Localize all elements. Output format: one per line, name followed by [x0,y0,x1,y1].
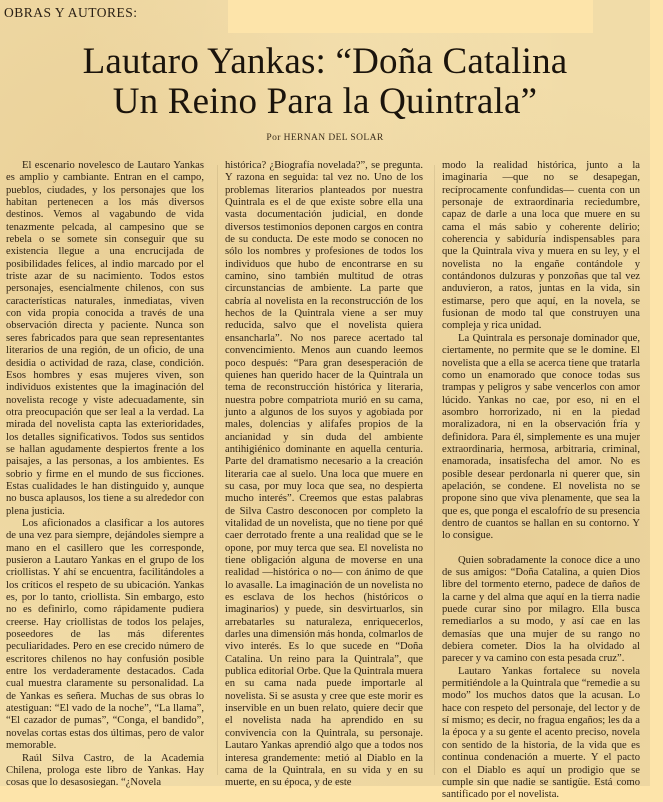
article-column-1 [6,160,204,790]
paragraph: Quien sobradamente la conoce dice a uno de sus amigos: “Doña Catalina, a quien Dios libre del tormento eterno, padece de daños de la carne y del alma que aquí en la tierra nadie puede curar sino por milagro. Ella busca remediarlos a su modo, y así cae en las demasías que una mujer de su rango no debiera cometer. Dios la ha olvidado al parecer y va camino con esta pesada cruz”. [442,554,640,665]
paragraph: El escenario novelesco de Lautaro Yankas es amplio y cambiante. Entran en el campo, pueblos, ciudades, y los personajes que los habitan pertenecen a los más diversos destinos. Vemos al vagabundo de vida tenazmente pelcada, al campesino que se rebela o se somete sin conseguir que su existencia llegue a una encrucijada de posibilidades felices, al indio marcado por el triste azar de su nacimiento. Todos estos personajes, esencialmente chilenos, con sus características naturales, inmediatas, viven con vida propia conocida a través de una observación directa y paciente. Nunca son seres fabricados para que sean representantes literarios de una región, de un oficio, de una desidia o actividad de raza, clase, condición. Esos hombres y esas mujeres viven, son individuos existentes que la imaginación del novelista recoge y viste adecuadamente, sin otra preocupación que ser leal a la verdad. La mirada del novelista capta las exterioridades, los detalles significativos. Todos sus sentidos se hallan agudamente despiertos frente a los paisajes, a las personas, a los ambientes. Es sobrio y firme en el mundo de sus ficciones. Estas cualidades le han distinguido y, aunque no busca aplausos, los tiene a su alrededor con plena justicia. [6,160,204,517]
paragraph: Raúl Silva Castro, de la Academia Chilena, prologa este libro de Yankas. Hay cosas que lo desasosiegan. “¿Novela [6,752,204,789]
article-column-2 [225,160,423,790]
paragraph: La Quintrala es personaje dominador que, ciertamente, no permite que se le domine. El novelista que a ella se acerca tiene que tratarla como un enamorado que conoce todas sus trampas y peligros y sabe vencerlos con amor lúcido. Yankas no cae, por eso, ni en el asombro horrorizado, ni en la piedad moralizadora, ni en la observación fría y definidora. Para él, simplemente es una mujer extraordinaria, hermosa, arbitraria, criminal, enamorada, insatisfecha del amor. No es posible desear perdonarla ni querer que, sin apelación, se condene. El novelista no se propone sino que viva plenamente, que sea la que es, que ponga el escalofrío de su presencia dentro de cuantos se hallan en su contorno. Y lo consigue. [442,332,640,542]
article-column-3 [442,160,640,802]
paragraph: histórica? ¿Biografía novelada?”, se pregunta. Y razona en seguida: tal vez no. Uno de los problemas literarios planteados por nuestra Quintrala es el de que existe sobre ella una vasta documentación judicial, en donde diversos testimonios deponen cargos en contra de su conducta. De este modo se conocen no sólo los nombres y profesiones de todos los individuos que hubo de encontrarse en su camino, sino también multitud de otras circunstancias de ambiente. La parte que cabría al novelista en la reconstrucción de los hechos de la Quintrala viene a ser muy reducida, salvo que el novelista quiera ensancharla”. No nos parece acertado tal convencimiento. Menos aun cuando leemos poco después: “Para gran desesperación de quienes han querido hacer de la Quintrala un tema de reconstrucción histórica y literaria, nuestra pobre compatriota murió en su cama, junto a algunos de los suyos y agobiada por males, dolencias y alifafes propios de la ancianidad y sin duda del ambiente antihigiénico dominante en aquella centuria. Parte del dramatismo necesario a la creación literaria cae al suelo. Una loca que muere en su casa, por muy loca que sea, no despierta mucho interés”. Creemos que estas palabras de Silva Castro desconocen por completo la vitalidad de un novelista, que no tiene por qué caer derrotado frente a una realidad que se le opone, por muy terca que sea. El novelista no tiene obligación alguna de moverse en una realidad —histórica o no— con ánimo de que lo avasalle. La imaginación de un novelista no es esclava de los hechos (históricos o imaginarios) y puede, sin desvirtuarlos, sin arrebatarles su naturaleza, enriquecerlos, darles una dimensión más honda, colmarlos de vivo interés. Es lo que sucede en “Doña Catalina. Un reino para la Quintrala”, que publica editorial Orbe. Que la Quintrala muera en su cama nada puede importarle al novelista. Si se asusta y cree que este morir es inservible en un buen relato, quiere decir que el novelista nada ha aprendido en su convivencia con la Quintrala, su personaje. Lautaro Yankas aprendió algo que a todos nos interesa grandemente: metió al Diablo en la cama de la Quintrala, en su vida y en su muerte, en su época, y de este [225,160,423,789]
headline-line-1: Lautaro Yankas: “Doña Catalina [82,41,568,82]
section-label: OBRAS Y AUTORES: [4,5,138,20]
byline: Por HERNAN DEL SOLAR [266,133,384,143]
paragraph: modo la realidad histórica, junto a la imaginaria —que no se desapegan, recíprocamente confundidas— cuenta con un personaje de extraordinaria reciedumbre, capaz de darle a una loca que muere en su cama el más sabio y coherente delirio; coherencia y sabiduría indispensables para que la Quintrala viva y muera en su ley, y el novelista no la engañe contándole y contándonos dulzuras y ponzoñas que tal vez anduvieron, a ratos, juntas en la vida, sin estimarse, pero que aquí, en la novela, se fusionan de modo tal que construyen una compleja y rica unidad. [442,160,640,332]
blank-patch [228,0,593,33]
headline-line-2: Un Reino Para la Quintrala” [112,81,538,122]
paragraph: Los aficionados a clasificar a los autores de una vez para siempre, dejándoles siempre a mano en el casillero que les corresponde, pusieron a Lautaro Yankas en el grupo de los criollistas. Y ahí se encuentra, facilitándoles a los críticos el respeto de su ubicación. Yankas es, por lo tanto, criollista. Sin embargo, esto no es definirlo, como rápidamente pudiera creerse. Hay criollistas de todos los pelajes, poseedores de las más diferentes peculiaridades. Pero en ese crecido número de escritores chilenos no hay confusión posible entre los verdaderamente destacados. Cada cual muestra claramente su personalidad. La de Yankas es señera. Muchas de sus obras lo atestiguan: “El vado de la noche”, “La llama”, “El cazador de pumas”, “Conga, el bandido”, novelas cortas estas dos últimas, pero de valor memorable. [6,517,204,752]
headline [0,42,650,122]
paragraph: Lautaro Yankas fortalece su novela permitiéndole a la Quintrala que “remedie a su modo” los muchos datos que la acusan. Lo hace con respeto del personaje, del lector y de sí mismo; es decir, no fragua engaños; les da a la época y a su gente el acento preciso, novela con sentido de la historia, de la vida que es continua condenación a muerte. Y el pacto con el Diablo es aquí un prodigio que se cumple sin que nadie se santigüe. Está como santificado por el novelista. [442,665,640,801]
column-divider [434,165,435,775]
column-divider [217,165,218,775]
